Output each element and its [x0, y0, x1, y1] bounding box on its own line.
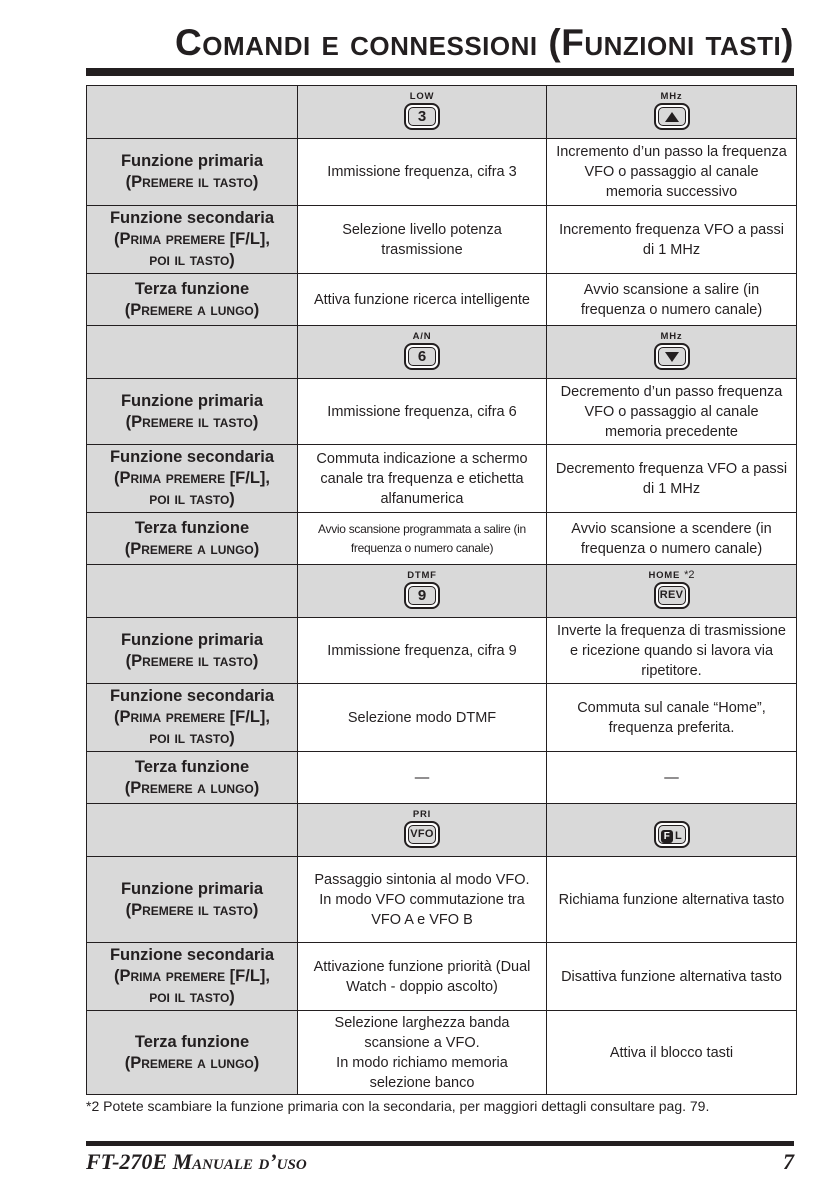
secondary-function-row [87, 684, 797, 752]
footnote-text: *2 Potete scambiare la funzione primaria con la secondaria, per maggiori dettagli consultare pag. 79. [86, 1098, 710, 1114]
function-cell: Richiama funzione alternativa tasto [547, 857, 797, 943]
function-cell: Avvio scansione a salire (in frequenza o numero canale) [547, 274, 797, 326]
key-cap-label: 9 [408, 586, 436, 605]
footnote-ref: *2 [684, 569, 695, 581]
primary-function-row [87, 618, 797, 684]
row-label: Funzione secondaria (Prima premere [F/L], poi il tasto) [87, 943, 298, 1011]
function-cell: — [298, 752, 547, 804]
third-function-row [87, 513, 797, 565]
label-cell-empty [87, 565, 298, 618]
key-cell [298, 804, 547, 857]
row-label: Funzione secondaria (Prima premere [F/L], poi il tasto) [87, 206, 298, 274]
key-alt-label: HOME [648, 570, 681, 581]
function-cell: Immissione frequenza, cifra 6 [298, 379, 547, 445]
function-cell: Attivazione funzione priorità (Dual Watch - doppio ascolto) [298, 943, 547, 1011]
label-cell-empty [87, 804, 298, 857]
function-cell: Selezione larghezza banda scansione a VFO. In modo richiamo memoria selezione banco [298, 1011, 547, 1095]
function-cell: Commuta sul canale “Home”, frequenza preferita. [547, 684, 797, 752]
function-cell: Inverte la frequenza di trasmissione e ricezione quando si lavora via ripetitore. [547, 618, 797, 684]
row-label: Funzione primaria (Premere il tasto) [87, 857, 298, 943]
secondary-function-row [87, 206, 797, 274]
key-fl-button[interactable] [642, 808, 702, 852]
key-cap-label: 3 [408, 107, 436, 126]
function-cell: Avvio scansione programmata a salire (in frequenza o numero canale) [298, 513, 547, 565]
footer-rule [86, 1141, 794, 1146]
key-cell [547, 86, 797, 139]
key-cell [298, 86, 547, 139]
key-cell [547, 804, 797, 857]
page-title: Comandi e connessioni (Funzioni tasti) [175, 22, 794, 63]
key-cell [298, 326, 547, 379]
function-cell: Attiva il blocco tasti [547, 1011, 797, 1095]
row-label: Funzione secondaria (Prima premere [F/L], poi il tasto) [87, 445, 298, 513]
function-cell: Attiva funzione ricerca intelligente [298, 274, 547, 326]
key-rev-button[interactable] [627, 569, 717, 613]
function-cell: Incremento d’un passo la frequenza VFO o passaggio al canale memoria successivo [547, 139, 797, 206]
secondary-function-row [87, 943, 797, 1011]
row-label: Funzione primaria (Premere il tasto) [87, 618, 298, 684]
footer-title: Manuale d’uso [172, 1149, 307, 1174]
key-vfo-button[interactable] [392, 808, 452, 852]
key-3-button[interactable] [392, 90, 452, 134]
primary-function-row [87, 139, 797, 206]
key-9-button[interactable] [392, 569, 452, 613]
row-label: Terza funzione (Premere a lungo) [87, 1011, 298, 1095]
key-alt-label: MHz [660, 331, 683, 342]
function-cell: Commuta indicazione a schermo canale tra frequenza e etichetta alfanumerica [298, 445, 547, 513]
key-alt-label: DTMF [407, 570, 437, 581]
row-label: Funzione secondaria (Prima premere [F/L], poi il tasto) [87, 684, 298, 752]
title-rule [86, 68, 794, 76]
key-cell [298, 565, 547, 618]
third-function-row [87, 274, 797, 326]
row-label: Funzione primaria (Premere il tasto) [87, 139, 298, 206]
key-cap-label: VFO [408, 825, 436, 844]
row-label: Terza funzione (Premere a lungo) [87, 752, 298, 804]
key-6-button[interactable] [392, 330, 452, 374]
key-up-button[interactable] [642, 90, 702, 134]
key-alt-label: LOW [409, 91, 435, 102]
key-cell [547, 326, 797, 379]
page-number: 7 [783, 1149, 794, 1174]
key-alt-label: MHz [660, 91, 683, 102]
key-down-button[interactable] [642, 330, 702, 374]
function-cell: Decremento d’un passo frequenza VFO o passaggio al canale memoria precedente [547, 379, 797, 445]
key-row [87, 804, 797, 857]
footer-manual-title [86, 1148, 307, 1176]
secondary-function-row [87, 445, 797, 513]
row-label: Funzione primaria (Premere il tasto) [87, 379, 298, 445]
function-cell: Selezione livello potenza trasmissione [298, 206, 547, 274]
footnote [86, 1096, 796, 1116]
key-row [87, 565, 797, 618]
function-cell: Immissione frequenza, cifra 3 [298, 139, 547, 206]
label-cell-empty [87, 86, 298, 139]
row-label: Terza funzione (Premere a lungo) [87, 274, 298, 326]
third-function-row [87, 752, 797, 804]
footer-model: FT-270E [86, 1149, 168, 1174]
function-cell: Disattiva funzione alternativa tasto [547, 943, 797, 1011]
label-cell-empty [87, 326, 298, 379]
function-cell: Avvio scansione a scendere (in frequenza o numero canale) [547, 513, 797, 565]
row-label: Terza funzione (Premere a lungo) [87, 513, 298, 565]
function-cell: Immissione frequenza, cifra 9 [298, 618, 547, 684]
function-cell: Selezione modo DTMF [298, 684, 547, 752]
primary-function-row [87, 379, 797, 445]
function-cell: Passaggio sintonia al modo VFO. In modo VFO commutazione tra VFO A e VFO B [298, 857, 547, 943]
key-functions-table [86, 85, 797, 1095]
key-alt-label: PRI [412, 809, 432, 820]
function-cell: Decremento frequenza VFO a passi di 1 MHz [547, 445, 797, 513]
key-alt-label: A/N [412, 331, 432, 342]
key-row [87, 86, 797, 139]
key-cell [547, 565, 797, 618]
arrow-down-icon [665, 352, 679, 362]
key-cap-label: 6 [408, 347, 436, 366]
function-cell: — [547, 752, 797, 804]
third-function-row [87, 1011, 797, 1095]
function-cell: Incremento frequenza VFO a passi di 1 MHz [547, 206, 797, 274]
primary-function-row [87, 857, 797, 943]
key-cap-label: REV [658, 586, 686, 605]
arrow-up-icon [665, 112, 679, 122]
key-row [87, 326, 797, 379]
fl-key-icon: F L [661, 828, 682, 845]
